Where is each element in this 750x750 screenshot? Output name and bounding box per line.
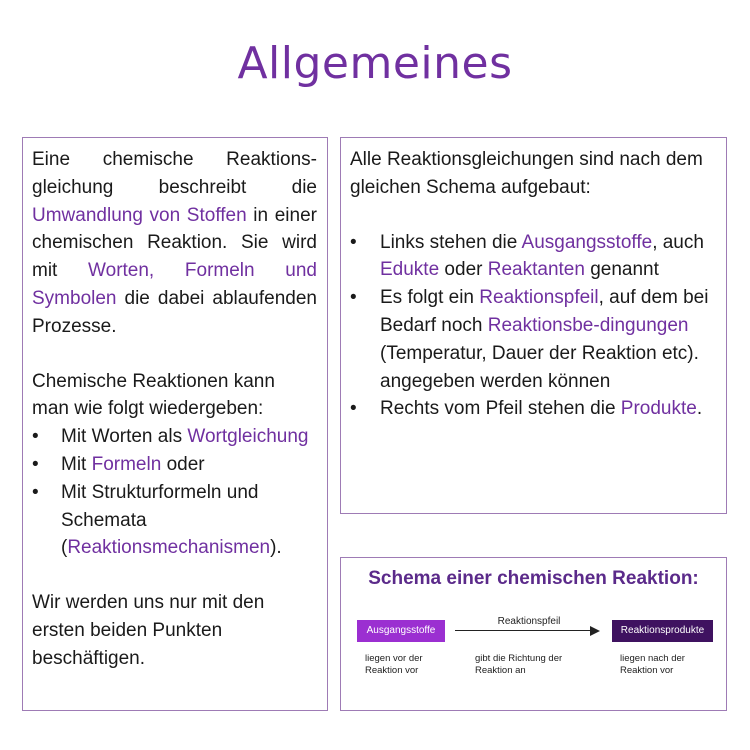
highlighted-term: Wortgleichung bbox=[187, 426, 309, 448]
highlighted-term: Worten, Formeln und Symbolen bbox=[32, 260, 317, 309]
list-item bbox=[350, 395, 716, 423]
text-segment: in einer chemischen Reaktion. Sie wird mit bbox=[32, 204, 317, 282]
list-item bbox=[350, 284, 716, 395]
output-caption: liegen nach der Reaktion vor bbox=[620, 653, 685, 676]
text-segment: Links stehen die bbox=[380, 231, 522, 253]
text-segment: ). bbox=[270, 537, 282, 559]
list-item bbox=[32, 451, 317, 479]
representation-intro: Chemische Reaktionen kann man wie folgt wiedergeben: bbox=[32, 370, 275, 420]
input-caption: liegen vor der Reaktion vor bbox=[365, 653, 423, 676]
arrow-right-icon bbox=[590, 626, 600, 636]
highlighted-term: Reaktionspfeil bbox=[479, 287, 599, 309]
scope-note: Wir werden uns nur mit den ersten beiden Punkten beschäftigen. bbox=[32, 592, 265, 669]
highlighted-term: Edukte bbox=[380, 259, 440, 281]
text-segment: , auf dem bei Bedarf noch bbox=[380, 287, 709, 336]
reaction-arrow-line bbox=[455, 630, 592, 631]
structure-intro: Alle Reaktionsgleichungen sind nach dem gleichen Schema aufgebaut: bbox=[350, 149, 703, 198]
text-segment: Eine chemische Reaktions-gleichung beschreibt die bbox=[32, 149, 317, 198]
text-segment: . bbox=[696, 398, 703, 420]
highlighted-term: Reaktionsbe-dingungen bbox=[487, 314, 689, 336]
structure-panel bbox=[340, 137, 727, 514]
list-item bbox=[32, 479, 317, 562]
highlighted-term: Ausgangsstoffe bbox=[521, 231, 653, 253]
output-chip: Reaktionsprodukte bbox=[612, 620, 713, 642]
list-item bbox=[32, 423, 317, 451]
text-segment: , auch bbox=[652, 231, 704, 253]
text-segment: Mit bbox=[61, 453, 92, 475]
representation-list bbox=[32, 423, 317, 562]
text-segment: oder bbox=[439, 259, 488, 281]
highlighted-term: Umwandlung von Stoffen bbox=[32, 204, 247, 226]
highlighted-term: Formeln bbox=[91, 453, 162, 475]
text-segment: Es folgt ein bbox=[380, 287, 480, 309]
text-segment: Mit Worten als bbox=[61, 426, 188, 448]
text-segment: genannt bbox=[584, 259, 659, 281]
list-item bbox=[350, 229, 716, 285]
text-segment: (Temperatur, Dauer der Reaktion etc). angegeben werden können bbox=[380, 342, 699, 392]
page-title: Allgemeines bbox=[237, 38, 513, 89]
text-segment: Mit Strukturformeln und Schemata ( bbox=[61, 481, 259, 559]
text-segment: Rechts vom Pfeil stehen die bbox=[380, 398, 621, 420]
reaction-schema-panel bbox=[340, 557, 727, 711]
highlighted-term: Reaktionsmechanismen bbox=[67, 537, 271, 559]
definition-paragraph bbox=[32, 146, 317, 341]
text-segment: oder bbox=[161, 453, 205, 475]
definition-panel bbox=[22, 137, 328, 711]
input-chip: Ausgangsstoffe bbox=[357, 620, 445, 642]
text-segment: die dabei ablaufenden Prozesse. bbox=[32, 287, 317, 337]
schema-title: Schema einer chemischen Reaktion: bbox=[368, 568, 699, 589]
arrow-label: Reaktionspfeil bbox=[497, 616, 561, 627]
highlighted-term: Produkte bbox=[620, 398, 697, 420]
reaction-flow bbox=[341, 558, 726, 710]
arrow-caption: gibt die Richtung der Reaktion an bbox=[475, 653, 563, 676]
structure-list bbox=[350, 229, 716, 424]
highlighted-term: Reaktanten bbox=[487, 259, 585, 281]
